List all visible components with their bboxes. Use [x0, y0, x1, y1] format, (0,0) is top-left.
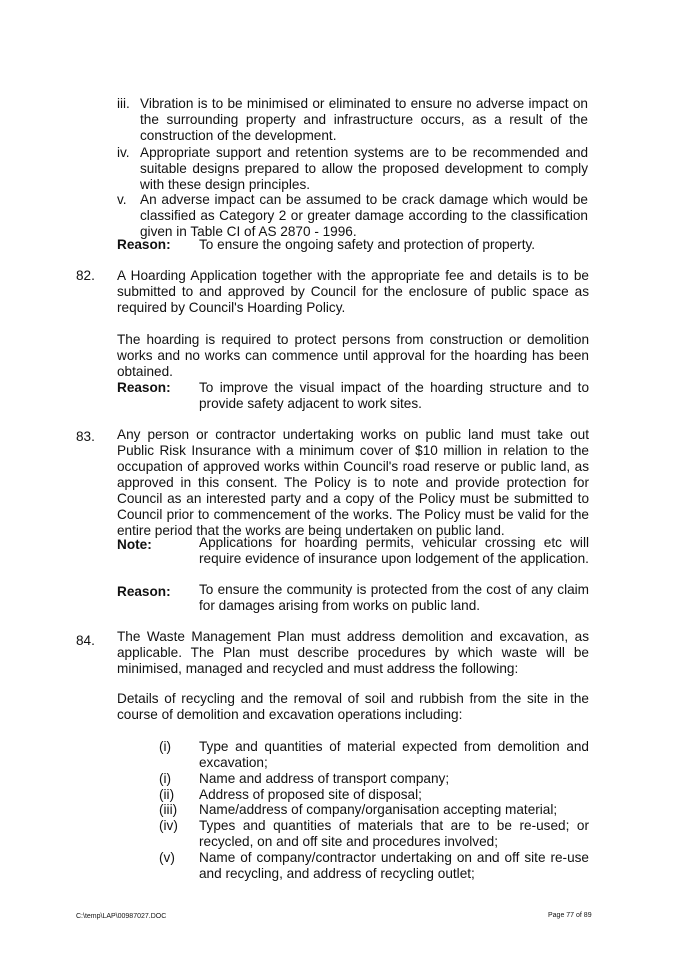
reason-text: To improve the visual impact of the hoarding structure and to provide safety adjacent to work sites. [199, 380, 589, 411]
condition-paragraph: Details of recycling and the removal of soil and rubbish from the site in the course of demolition and excavation operations including: [117, 691, 589, 722]
item-number: v. [117, 192, 127, 207]
list-item-number: (i) [159, 739, 172, 754]
list-item-number: (iii) [159, 802, 178, 817]
condition-number: 84. [76, 633, 95, 648]
list-item-text: Type and quantities of material expected from demolition and excavation; [199, 739, 589, 770]
item-text: Appropriate support and retention systems are to be recommended and suitable designs prepared to allow the proposed development to comply with these design principles. [140, 145, 588, 192]
condition-number: 82. [76, 268, 95, 283]
reason-label: Reason: [117, 237, 171, 252]
list-item-number: (ii) [159, 787, 175, 802]
note-text: Applications for hoarding permits, vehicular crossing etc will require evidence of insurance upon lodgement of the application. [199, 535, 589, 566]
condition-number: 83. [76, 429, 95, 444]
item-number: iv. [117, 145, 130, 160]
list-item-number: (v) [159, 850, 175, 865]
list-item-text: Name and address of transport company; [199, 771, 450, 786]
item-text: An adverse impact can be assumed to be crack damage which would be classified as Category 2 or greater damage according to the classification given in Table CI of AS 2870 - 1996. [140, 192, 588, 239]
condition-paragraph: A Hoarding Application together with the appropriate fee and details is to be submitted to and approved by Council for the enclosure of public space as required by Council's Hoarding Policy. [117, 268, 589, 315]
reason-text: To ensure the ongoing safety and protection of property. [199, 237, 536, 252]
list-item-number: (i) [159, 771, 172, 786]
list-item-text: Name/address of company/organisation accepting material; [199, 802, 558, 817]
list-item-text: Types and quantities of materials that are to be re-used; or recycled, on and off site and procedures involved; [199, 818, 589, 849]
reason-label: Reason: [117, 584, 171, 599]
list-item-number: (iv) [159, 818, 178, 833]
condition-paragraph: The Waste Management Plan must address demolition and excavation, as applicable. The Plan must describe procedures by which waste will be minimised, managed and recycled and must address the following: [117, 629, 589, 676]
condition-paragraph: Any person or contractor undertaking works on public land must take out Public Risk Insurance with a minimum cover of $10 million in relation to the occupation of approved works within Council's road reserve or public land, as approved in this consent. The Policy is to note and provide protection for Council as an interested party and a copy of the Policy must be submitted to Council prior to commencement of the works. The Policy must be valid for the entire period that the works are being undertaken on public land. [117, 427, 589, 538]
item-text: Vibration is to be minimised or eliminated to ensure no adverse impact on the surrounding property and infrastructure occurs, as a result of the construction of the development. [140, 96, 588, 143]
list-item-text: Address of proposed site of disposal; [199, 787, 422, 802]
condition-paragraph: The hoarding is required to protect persons from construction or demolition works and no works can commence until approval for the hoarding has been obtained. [117, 332, 589, 379]
list-item-text: Name of company/contractor undertaking on and off site re-use and recycling, and address of recycling outlet; [199, 850, 589, 881]
item-number: iii. [117, 96, 130, 111]
footer-file-path: C:\temp\LAP\00987027.DOC [76, 913, 167, 920]
reason-text: To ensure the community is protected from the cost of any claim for damages arising from works on public land. [199, 582, 589, 613]
reason-label: Reason: [117, 380, 171, 395]
note-label: Note: [117, 537, 152, 552]
footer-page-number: Page 77 of 89 [548, 912, 592, 919]
